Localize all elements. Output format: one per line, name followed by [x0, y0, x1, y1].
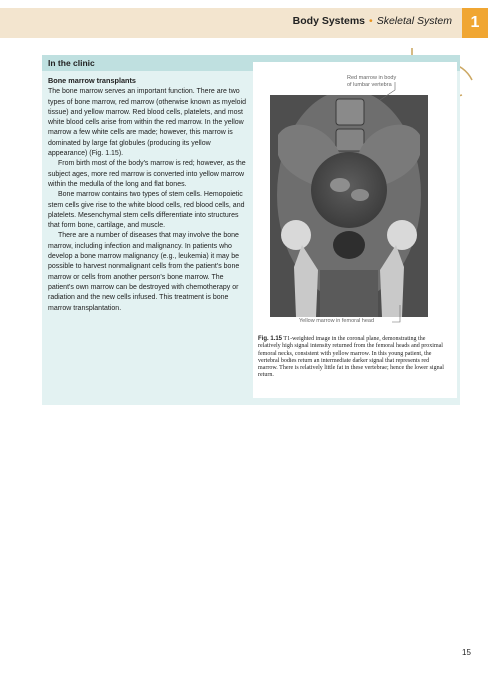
paragraph: Bone marrow contains two types of stem cells. Hemopoietic stem cells give rise to the white blood cells, red blood cells, and platelets. Mesenchymal stem cells differentiate into structures that form bone, cartilage, and muscle.	[48, 191, 245, 230]
label-yellow-marrow: Yellow marrow in femoral head	[299, 318, 374, 324]
label-red-marrow-line2: of lumbar vertebra	[347, 81, 392, 88]
clinic-box-title: In the clinic	[48, 58, 95, 68]
mri-coronal-image	[270, 95, 428, 317]
running-head	[293, 15, 452, 27]
paragraph: There are a number of diseases that may involve the bone marrow, including infection and malignancy. In patients who develop a bone marrow malignancy (e.g., leukemia) it may be possible to harvest nonmalignant cells from the patient's bone marrow or cells from another person's bone marrow. The patient's own marrow can be destroyed with chemotherapy or radiation and the new cells infused. This treatment is bone marrow transplantation.	[48, 232, 240, 312]
section-title: Body Systems	[292, 15, 366, 27]
page-header	[0, 0, 500, 40]
clinic-subhead: Bone marrow transplants	[48, 76, 136, 85]
label-red-marrow-line1: Red marrow in body	[347, 75, 397, 81]
figure-caption-text: T1-weighted image in the coronal plane, demonstrating the relatively high signal intensity returned from the femoral heads and proximal femoral necks, consistent with yellow marrow. In this young patient, the vertebral bodies return an intermediate darker signal that represents red marrow. There is relatively little fat in these vertebrae; hence the lower signal return.	[258, 336, 444, 379]
figure-number: Fig. 1.15	[258, 336, 283, 342]
figure-caption	[258, 336, 446, 380]
subsection-title: Skeletal System	[376, 15, 452, 27]
header-separator: •	[369, 15, 373, 27]
clinic-body-text	[48, 76, 248, 314]
page-number: 15	[462, 648, 471, 657]
chapter-tab: 1	[462, 8, 488, 38]
paragraph: From birth most of the body's marrow is red; however, as the subject ages, more red marrow is converted into yellow marrow within the medulla of the long and flat bones.	[48, 160, 246, 188]
paragraph: The bone marrow serves an important function. There are two types of bone marrow, red marrow (otherwise known as myeloid tissue) and yellow marrow. Red blood cells, platelets, and most white blood cells arise from within the red marrow. In the yellow marrow a few white cells are made; however, this marrow is dominated by large fat globules (producing its yellow appearance) (Fig. 1.15).	[48, 88, 247, 158]
label-red-marrow	[347, 75, 396, 88]
